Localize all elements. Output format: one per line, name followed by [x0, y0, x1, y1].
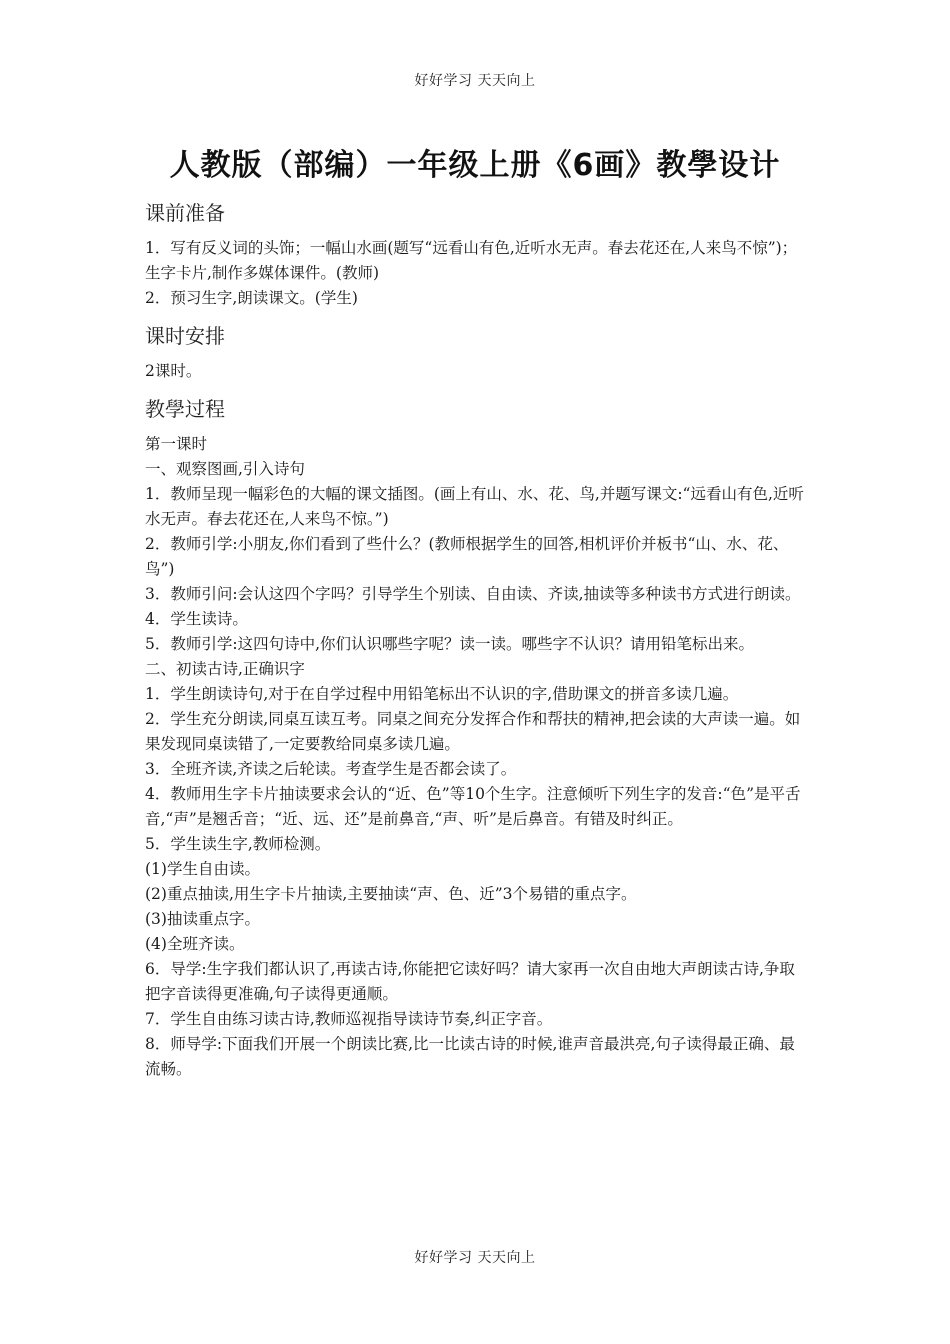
page-header: 好好学习 天天向上: [414, 73, 536, 89]
process-subitem: (2)重点抽读,用生字卡片抽读,主要抽读“声、色、近”3个易错的重点字。: [145, 885, 637, 903]
process-item: 2．学生充分朗读,同桌互读互考。同桌之间充分发挥合作和帮扶的精神,把会读的大声读一遍。如果发现同桌读错了,一定要教给同桌多读几遍。: [145, 710, 801, 753]
process-item: 2．教师引学:小朋友,你们看到了些什么？(教师根据学生的回答,相机评价并板书“山、水、花、鸟”): [145, 535, 789, 578]
prep-item-1: 1．写有反义词的头饰；一幅山水画(题写“远看山有色,近听水无声。春去花还在,人来鸟不惊”)；生字卡片,制作多媒体课件。(教师): [145, 239, 798, 282]
process-lesson-label: 第一课时: [145, 435, 208, 453]
process-item: 6．导学:生字我们都认识了,再读古诗,你能把它读好吗？请大家再一次自由地大声朗读古诗,争取把字音读得更准确,句子读得更通顺。: [145, 960, 795, 1003]
process-item: 1．学生朗读诗句,对于在自学过程中用铅笔标出不认识的字,借助课文的拼音多读几遍。: [145, 685, 739, 703]
schedule-item-1: 2课时。: [145, 362, 202, 380]
process-subitem: (3)抽读重点字。: [145, 910, 260, 928]
process-item: 5．教师引学:这四句诗中,你们认识哪些字呢？读一读。哪些字不认识？请用铅笔标出来。: [145, 635, 755, 653]
process-item: 8．师导学:下面我们开展一个朗读比赛,比一比读古诗的时候,谁声音最洪亮,句子读得最正确、最流畅。: [145, 1035, 795, 1078]
process-subitem: (4)全班齐读。: [145, 935, 245, 953]
process-item: 3．教师引问:会认这四个字吗？引导学生个别读、自由读、齐读,抽读等多种读书方式进行朗读。: [145, 585, 801, 603]
process-subheading-2: 二、初读古诗,正确识字: [145, 660, 305, 678]
process-item: 5．学生读生字,教师检测。: [145, 835, 331, 853]
process-item: 4．学生读诗。: [145, 610, 248, 628]
process-subitem: (1)学生自由读。: [145, 860, 260, 878]
section-heading-process: 教學过程: [145, 397, 225, 421]
process-item: 7．学生自由练习读古诗,教师巡视指导读诗节奏,纠正字音。: [145, 1010, 553, 1028]
section-heading-schedule: 课时安排: [145, 324, 225, 348]
process-item: 1．教师呈现一幅彩色的大幅的课文插图。(画上有山、水、花、鸟,并题写课文:“远看山有色,近听水无声。春去花还在,人来鸟不惊。”): [145, 485, 804, 528]
process-item: 3．全班齐读,齐读之后轮读。考查学生是否都会读了。: [145, 760, 517, 778]
document-body: [145, 198, 810, 1082]
document-title: 人教版（部编）一年级上册《6画》教學设计: [169, 148, 781, 183]
prep-item-2: 2．预习生字,朗读课文。(学生): [145, 289, 358, 307]
section-heading-prep: 课前准备: [145, 201, 225, 225]
page-footer: 好好学习 天天向上: [414, 1250, 536, 1266]
process-item: 4．教师用生字卡片抽读要求会认的“近、色”等10个生字。注意倾听下列生字的发音:“色”是平舌音,“声”是翘舌音；“近、远、还”是前鼻音,“声、听”是后鼻音。有错及时纠正。: [145, 785, 801, 828]
process-subheading-1: 一、观察图画,引入诗句: [145, 460, 305, 478]
